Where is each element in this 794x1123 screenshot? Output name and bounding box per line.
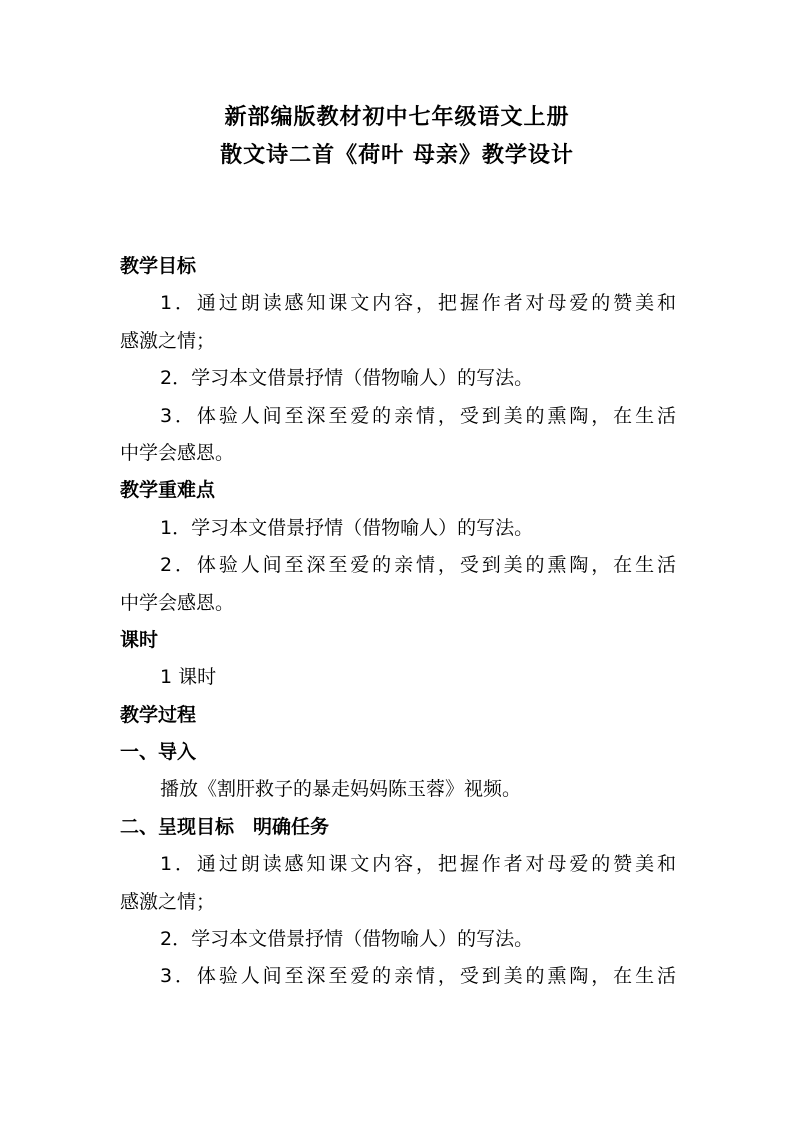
title-line-1: 新部编版教材初中七年级语文上册 xyxy=(224,105,570,130)
document-title xyxy=(0,99,794,175)
key-point-2-line-2: 中学会感恩。 xyxy=(120,591,235,614)
objective-3-line-2: 中学会感恩。 xyxy=(120,441,235,464)
key-point-2-line-1: 2．体验人间至深至爱的亲情，受到美的熏陶，在生活 xyxy=(160,554,676,577)
step-1-text: 播放《割肝救子的暴走妈妈陈玉蓉》视频。 xyxy=(160,778,522,801)
period-heading: 课时 xyxy=(120,628,159,651)
key-point-1: 1．学习本文借景抒情（借物喻人）的写法。 xyxy=(160,516,534,539)
step-2-item-3-line-1: 3．体验人间至深至爱的亲情，受到美的熏陶，在生活 xyxy=(160,965,676,988)
step-2-heading: 二、呈现目标 明确任务 xyxy=(120,815,330,838)
step-2-item-2: 2．学习本文借景抒情（借物喻人）的写法。 xyxy=(160,928,534,951)
period-value: 1 课时 xyxy=(160,666,217,689)
objectives-heading: 教学目标 xyxy=(120,255,197,277)
step-2-item-1-line-2: 感激之情； xyxy=(120,890,216,913)
step-1-heading: 一、导入 xyxy=(120,741,197,764)
key-points-heading: 教学重难点 xyxy=(120,479,216,502)
document-body xyxy=(120,248,676,996)
process-heading: 教学过程 xyxy=(120,703,197,726)
objective-1-line-2: 感激之情； xyxy=(120,329,216,352)
objective-2: 2．学习本文借景抒情（借物喻人）的写法。 xyxy=(160,367,534,390)
step-2-item-1-line-1: 1．通过朗读感知课文内容，把握作者对母爱的赞美和 xyxy=(160,853,676,876)
title-line-2: 散文诗二首《荷叶 母亲》教学设计 xyxy=(220,143,574,168)
objective-3-line-1: 3．体验人间至深至爱的亲情，受到美的熏陶，在生活 xyxy=(160,404,676,427)
objective-1-line-1: 1．通过朗读感知课文内容，把握作者对母爱的赞美和 xyxy=(160,292,676,315)
